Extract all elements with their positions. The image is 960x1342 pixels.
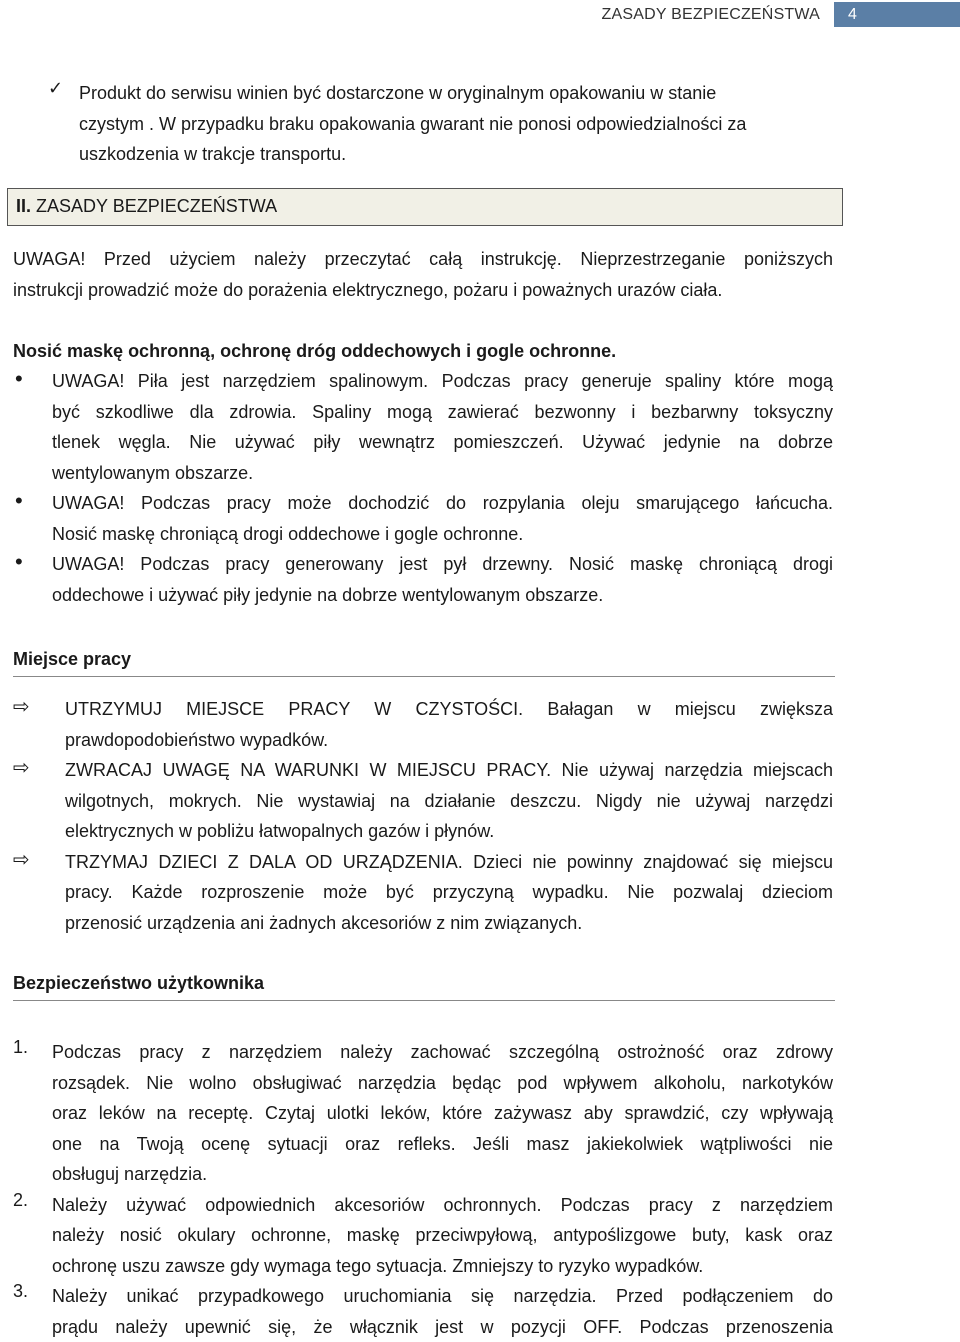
page-header (0, 0, 960, 30)
text-line: elektrycznych w pobliżu łatwopalnych gazów i płynów. (65, 816, 833, 847)
text-line: UWAGA! Przed użyciem należy przeczytać całą instrukcję. Nieprzestrzeganie poniższych (13, 244, 833, 275)
checkmark-icon: ✓ (48, 78, 63, 99)
list-item (13, 694, 833, 755)
text-line: Nosić maskę chroniącą drogi oddechowe i gogle ochronne. (52, 519, 833, 550)
list-item (13, 549, 833, 610)
workplace-heading: Miejsce pracy (13, 644, 835, 677)
text-line: tlenek węgla. Nie używać piły wewnątrz pomieszczeń. Używać jedynie na dobrze (52, 427, 833, 458)
text-line: czystym . W przypadku braku opakowania gwarant nie ponosi odpowiedzialności za (79, 109, 808, 140)
section-title (16, 196, 277, 217)
text-line: UTRZYMUJ MIEJSCE PRACY W CZYSTOŚCI. Bałagan w miejscu zwiększa (65, 694, 833, 725)
text-line: rozsądek. Nie wolno obsługiwać narzędzia będąc pod wpływem alkoholu, narkotyków (52, 1068, 833, 1099)
text-line: ZWRACAJ UWAGĘ NA WARUNKI W MIEJSCU PRACY. Nie używaj narzędzia miejscach (65, 755, 833, 786)
list-item (13, 847, 833, 939)
item-number: 1. (13, 1037, 28, 1058)
list-item (13, 488, 833, 549)
warning-paragraph (13, 244, 833, 305)
list-item (13, 1190, 833, 1282)
bullet-icon: • (15, 488, 23, 514)
section-heading-box (7, 188, 843, 226)
list-item (13, 755, 833, 847)
arrow-right-icon: ⇨ (13, 694, 30, 719)
warning-bullet-list (13, 366, 833, 610)
text-line: wilgotnych, mokrych. Nie wystawiaj na działanie deszczu. Nigdy nie używaj narzędzi (65, 786, 833, 817)
text-line: przenosić urządzenia ani żadnych akcesoriów z nim związanych. (65, 908, 833, 939)
user-safety-heading: Bezpieczeństwo użytkownika (13, 968, 835, 1001)
text-line: TRZYMAJ DZIECI Z DALA OD URZĄDZENIA. Dzieci nie powinny znajdować się miejscu (65, 847, 833, 878)
text-line: pracy. Każde rozproszenie może być przyczyną wypadku. Nie pozwalaj dzieciom (65, 877, 833, 908)
text-line: wentylowanym obszarze. (52, 458, 833, 489)
user-safety-list (13, 1037, 833, 1342)
text-line: Należy unikać przypadkowego uruchomiania się narzędzia. Przed podłączeniem do (52, 1281, 833, 1312)
text-line: UWAGA! Piła jest narzędziem spalinowym. Podczas pracy generuje spaliny które mogą (52, 366, 833, 397)
item-number: 2. (13, 1190, 28, 1211)
item-number: 3. (13, 1281, 28, 1302)
text-line: UWAGA! Podczas pracy może dochodzić do rozpylania oleju smarującego łańcucha. (52, 488, 833, 519)
text-line: UWAGA! Podczas pracy generowany jest pył drzewny. Nosić maskę chroniącą drogi (52, 549, 833, 580)
text-line: ochronę uszu zawsze gdy wymaga tego sytuacja. Zmniejszy to ryzyko wypadków. (52, 1251, 833, 1282)
text-line: instrukcji prowadzić może do porażenia elektrycznego, pożaru i poważnych urazów ciała. (13, 275, 833, 306)
text-line: oraz leków na receptę. Czytaj ulotki leków, które zażywasz aby sprawdzić, czy wpływają (52, 1098, 833, 1129)
text-line: prawdopodobieństwo wypadków. (65, 725, 833, 756)
list-item (13, 366, 833, 488)
text-line: Produkt do serwisu winien być dostarczone w oryginalnym opakowaniu w stanie (79, 78, 808, 109)
section-title-text: ZASADY BEZPIECZEŃSTWA (36, 196, 277, 216)
list-item (13, 1281, 833, 1342)
text-line: oddechowe i używać piły jedynie na dobrze wentylowanym obszarze. (52, 580, 833, 611)
intro-check-item (48, 78, 808, 170)
text-line: obsługuj narzędzia. (52, 1159, 833, 1190)
workplace-list (13, 694, 833, 938)
page-number: 4 (834, 2, 960, 27)
text-line: uszkodzenia w trakcje transportu. (79, 139, 808, 170)
list-item (13, 1037, 833, 1190)
text-line: Podczas pracy z narzędziem należy zachować szczególną ostrożność oraz zdrowy (52, 1037, 833, 1068)
text-line: być szkodliwe dla zdrowia. Spaliny mogą zawierać bezwonny i bezbarwny toksyczny (52, 397, 833, 428)
text-line: Należy używać odpowiednich akcesoriów ochronnych. Podczas pracy z narzędziem (52, 1190, 833, 1221)
mask-notice: Nosić maskę ochronną, ochronę dróg oddechowych i gogle ochronne. (13, 336, 833, 367)
text-line: prądu należy upewnić się, że włącznik jest w pozycji OFF. Podczas przenoszenia (52, 1312, 833, 1342)
text-line: one na Twoją ocenę sytuacji oraz refleks. Jeśli masz jakiekolwiek wątpliwości nie (52, 1129, 833, 1160)
arrow-right-icon: ⇨ (13, 755, 30, 780)
text-line: należy nosić okulary ochronne, maskę przeciwpyłową, antypoślizgowe buty, kask oraz (52, 1220, 833, 1251)
header-title: ZASADY BEZPIECZEŃSTWA (602, 6, 820, 24)
bullet-icon: • (15, 549, 23, 575)
bullet-icon: • (15, 366, 23, 392)
section-number: II. (16, 196, 31, 216)
arrow-right-icon: ⇨ (13, 847, 30, 872)
